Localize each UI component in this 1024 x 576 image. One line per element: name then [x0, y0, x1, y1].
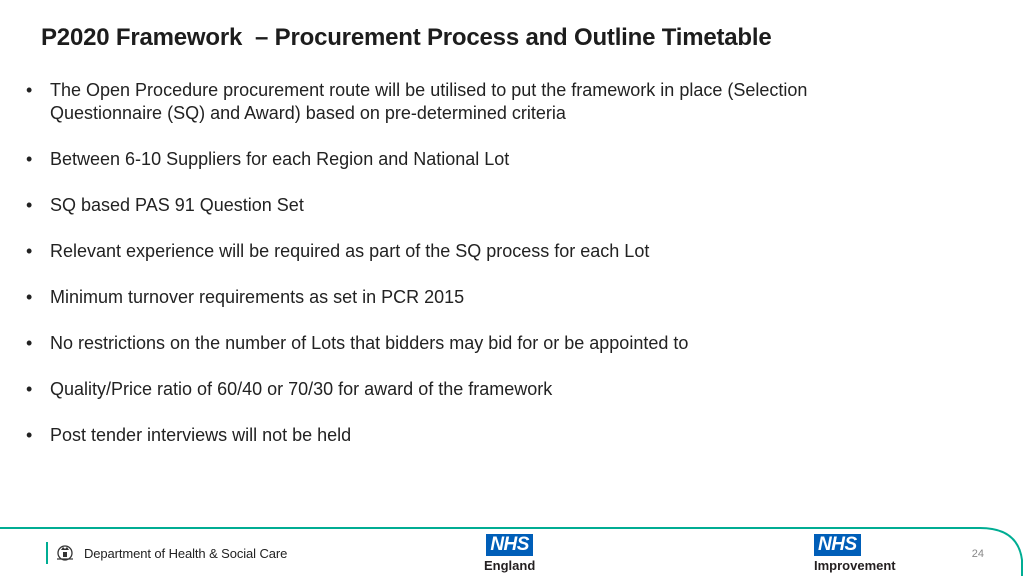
nhs-box: NHS: [814, 534, 861, 556]
bullet-item: [24, 286, 904, 309]
bullet-item: [24, 194, 904, 217]
nhs-box: NHS: [486, 534, 533, 556]
bullet-list: [24, 79, 904, 470]
slide-title: P2020 Framework – Procurement Process and Outline Timetable: [41, 24, 772, 51]
bullet-text: SQ based PAS 91 Question Set: [50, 195, 304, 215]
bullet-item: [24, 332, 904, 355]
bullet-item: [24, 424, 904, 447]
bullet-text: Minimum turnover requirements as set in PCR 2015: [50, 287, 465, 307]
bullet-text: Between 6-10 Suppliers for each Region and National Lot: [50, 149, 510, 169]
bullet-item: [24, 148, 904, 171]
bullet-glyph: •: [26, 149, 33, 169]
bullet-glyph: •: [26, 425, 33, 445]
page-number: 24: [971, 548, 984, 560]
bullet-text: Quality/Price ratio of 60/40 or 70/30 for award of the framework: [50, 379, 553, 399]
dhsc-logo: [46, 541, 287, 565]
bullet-item: [24, 240, 904, 263]
bullet-item: [24, 79, 904, 125]
bullet-glyph: •: [26, 287, 33, 307]
bullet-glyph: •: [26, 80, 33, 100]
bullet-text: Relevant experience will be required as part of the SQ process for each Lot: [50, 241, 650, 261]
bullet-glyph: •: [26, 333, 33, 353]
nhs-improvement-label: Improvement: [814, 558, 896, 573]
bullet-text: The Open Procedure procurement route will be utilised to put the framework in place (Selection Questionnaire (SQ) and Award) based on pre-determined criteria: [50, 80, 808, 123]
bullet-glyph: •: [26, 379, 33, 399]
nhs-improvement-logo: [814, 534, 896, 573]
dhsc-accent-bar: [46, 542, 48, 564]
bullet-glyph: •: [26, 241, 33, 261]
bullet-item: [24, 378, 904, 401]
nhs-england-logo: [484, 534, 535, 573]
bullet-text: Post tender interviews will not be held: [50, 425, 352, 445]
royal-crest-icon: [54, 542, 76, 564]
nhs-england-label: England: [484, 558, 536, 573]
bullet-text: No restrictions on the number of Lots that bidders may bid for or be appointed to: [50, 333, 689, 353]
bullet-glyph: •: [26, 195, 33, 215]
dhsc-label: Department of Health & Social Care: [84, 545, 288, 561]
